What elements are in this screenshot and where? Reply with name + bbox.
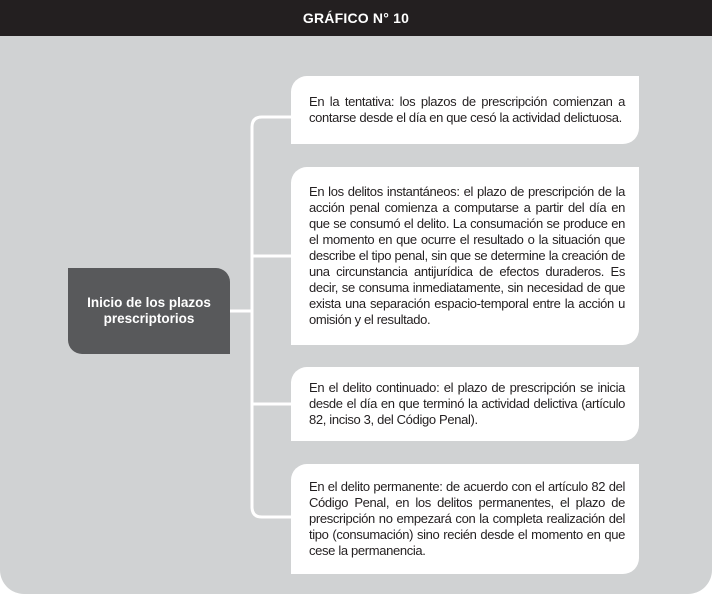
branch-box-permanente: [291, 464, 639, 574]
root-node: [68, 268, 230, 354]
branch-text: En los delitos instantáneos: el plazo de prescripción de la acción penal comienza a computarse a partir del día en que se consumó el delito. La consumación se produce en el momento en que ocurre el resultado o la situación que describe el tipo penal, sin que se determine la creación de una circunstancia antijurídica de efectos duraderos. Es decir, se consuma inmediatamente, sin necesidad de que exista una separación espacio-temporal entre la acción u omisión y el resultado.: [309, 184, 625, 327]
branch-box-continuado: [291, 367, 639, 441]
branch-box-tentativa: [291, 76, 639, 144]
branch-text: En el delito continuado: el plazo de prescripción se inicia desde el día en que terminó la actividad delictiva (artículo 82, inciso 3, del Código Penal).: [309, 380, 625, 427]
branch-text: En la tentativa: los plazos de prescripción comienzan a contarse desde el día en que cesó la actividad delictuosa.: [309, 94, 625, 125]
root-label: Inicio de los plazos prescriptorios: [87, 295, 211, 326]
branch-text: En el delito permanente: de acuerdo con el artículo 82 del Código Penal, en los delitos permanentes, el plazo de prescripción no empezará con la completa realización del tipo (consumación) sino recién desde el momento en que cese la permanencia.: [309, 479, 625, 558]
branch-box-instantaneos: [291, 167, 639, 345]
figure-title: GRÁFICO N° 10: [0, 0, 712, 36]
vertical-spine: [252, 117, 291, 517]
